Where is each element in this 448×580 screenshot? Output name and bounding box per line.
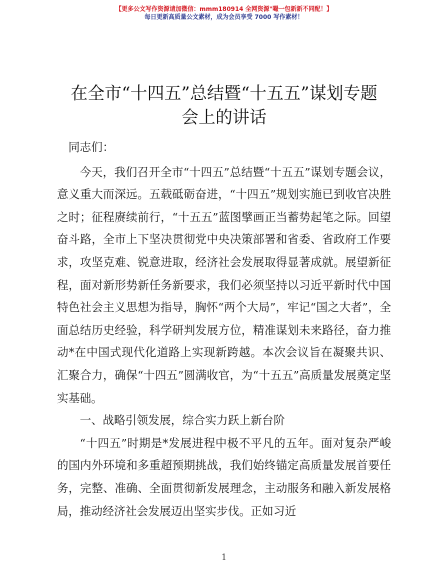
paragraph-intro: 今天，我们召开全市“十四五”总结暨“十五五”谋划专题会议，意义重大而深远。五载砥砺奋进，“十四五”规划实施已到收官决胜之时；征程赓续前行，“十五五”蓝图擘画正当蓄势起笔之际。回望奋斗路，全市上下坚决贯彻党中央决策部署和省委、省政府工作要求，攻坚克难、锐意进取，经济社会发展取得显著成就。展望新征程，面对新形势新任务新要求，我们必须坚持以习近平新时代中国特色社会主义思想为指导，胸怀“两个大局”，牢记“国之大者”，全面总结历史经验，科学研判发展方位，精准谋划未来路径，奋力推动*在中国式现代化道路上实现新跨越。本次会议旨在凝聚共识、汇聚合力，确保“十四五”圆满收官，为“十五五”高质量发展奠定坚实基础。 — [57, 164, 391, 405]
document-title-line-1: 在全市“十四五”总结暨“十五五”谋划专题 — [70, 84, 378, 104]
document-title — [40, 82, 408, 130]
promo-banner-line-2: 每日更新高质量公文素材，成为会员享受 7000 写作素材！ — [144, 14, 304, 21]
section-heading-1: 一、战略引领发展，综合实力跃上新台阶 — [79, 413, 285, 428]
promo-banner — [0, 6, 448, 22]
document-body — [57, 136, 391, 522]
page-number: 1 — [221, 553, 227, 562]
promo-banner-line-1: 【更多公文写作资源请加微信：mmm180914 全网资源"嘬一包新新不同配！】 — [115, 6, 333, 13]
salutation: 同志们： — [68, 140, 114, 154]
paragraph-section-1: “十四五”时期是*发展进程中极不平凡的五年。面对复杂严峻的国内外环境和多重超预期挑战，我们始终锚定高质量发展首要任务，完整、准确、全面贯彻新发展理念，主动服务和融入新发展格局，推动经济社会发展迈出坚实步伐。正如习近 — [57, 435, 391, 518]
document-title-line-2: 会上的讲话 — [181, 108, 267, 128]
